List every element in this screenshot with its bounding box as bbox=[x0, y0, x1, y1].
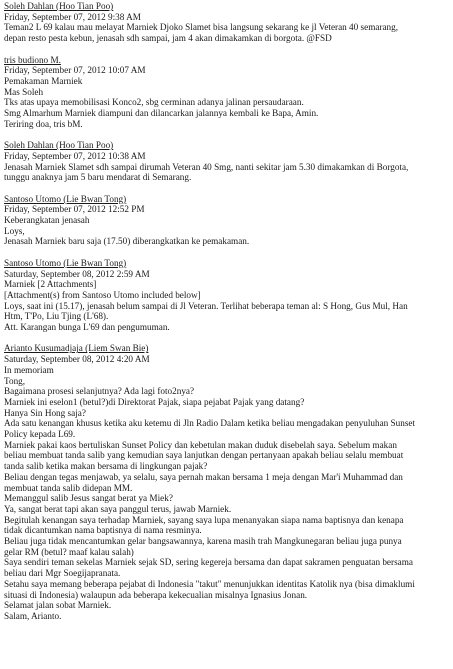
message-author[interactable]: Soleh Dahlan (Hoo Tian Poo) bbox=[4, 1, 114, 11]
message-body-line: Pemakaman Marniek bbox=[4, 75, 83, 86]
message-body-line: Salam, Arianto. bbox=[4, 611, 62, 621]
message-body-line: Loys, saat ini (15.17), jenasah belum sampai di Jl Veteran. Terlihat beberapa teman al: S Hong, Gus Mul, Han bbox=[4, 300, 408, 311]
message-body-line: Mas Soleh bbox=[4, 86, 44, 97]
message bbox=[4, 194, 449, 248]
message-body-line: beliau membuat tanda salib yang kemudian saya lanjutkan dengan pertanyaan apakah beliau selalu membuat bbox=[4, 450, 404, 461]
message-body-line: Teriring doa, tris bM. bbox=[4, 118, 83, 129]
message-body-line: Tong, bbox=[4, 375, 26, 386]
message-body-line: Setahu saya memang beberapa pejabat di Indonesia "takut" menunjukkan identitas Katolik nya (bisa dimaklumi bbox=[4, 578, 415, 589]
message-body-line: Keberangkatan jenasah bbox=[4, 215, 90, 226]
message bbox=[4, 1, 449, 44]
message-body-line: beliau dari Mgr Soegijapranata. bbox=[4, 568, 121, 579]
message-date: Saturday, September 08, 2012 4:20 AM bbox=[4, 354, 150, 365]
message-date: Friday, September 07, 2012 10:07 AM bbox=[4, 65, 146, 76]
message-body-line: Saya sendiri teman sekelas Marniek sejak SD, sering kegereja bersama dan dapat sakramen penguatan bersama bbox=[4, 557, 413, 568]
message-body-line: Memanggul salib Jesus sangat berat ya Miek? bbox=[4, 493, 173, 504]
message-body-line: Marniek pakai kaos bertuliskan Sunset Policy dan kebetulan makan duduk disebelah saya. Sebelum makan bbox=[4, 439, 397, 450]
message-date: Friday, September 07, 2012 12:52 PM bbox=[4, 204, 145, 215]
message-author[interactable]: Santoso Utomo (Lie Bwan Tong) bbox=[4, 257, 127, 268]
message-body-line: Att. Karangan bunga L'69 dan pengumuman. bbox=[4, 322, 170, 333]
message-body-line: Policy kepada L69. bbox=[4, 429, 76, 440]
message-body-line: depan resto pesta kebun, jenasah sdh sampai, jam 4 akan dimakamkan di borgota. @FSD bbox=[4, 33, 332, 44]
message-body-line: Beliau juga tidak mencantumkan gelar bangsawannya, karena masih trah Mangkunegaran beliau juga punya bbox=[4, 536, 402, 547]
message-body-line: tidak dicantumkan nama baptisnya di nama resminya. bbox=[4, 525, 202, 536]
message-date: Friday, September 07, 2012 10:38 AM bbox=[4, 150, 146, 161]
message-body-line: Marniek [2 Attachments] bbox=[4, 279, 97, 290]
message-body-line: Bagaimana prosesi selanjutnya? Ada lagi foto2nya? bbox=[4, 386, 195, 397]
message-body-line: Jenasah Marniek baru saja (17.50) diberangkatkan ke pemakaman. bbox=[4, 236, 250, 247]
message-body-line: tanda salib ketika makan bersama di lingkungan pajak? bbox=[4, 461, 208, 472]
message-body-line: Teman2 L 69 kalau mau melayat Marniek Djoko Slamet bisa langsung sekarang ke jl Veteran 40 semarang, bbox=[4, 22, 399, 33]
message-date: Friday, September 07, 2012 9:38 AM bbox=[4, 11, 141, 22]
message-body-line: situasi di Indonesia) walaupun ada beberapa kekecualian misalnya Ignasius Jonan. bbox=[4, 589, 308, 600]
message bbox=[4, 258, 449, 333]
message-body-line: Beliau dengan tegas menjawab, ya selalu, saya pernah makan bersama 1 meja dengan Mar'i Muhammad dan bbox=[4, 471, 403, 482]
message-author[interactable]: Santoso Utomo (Lie Bwan Tong) bbox=[4, 193, 127, 204]
message bbox=[4, 343, 449, 621]
message-body-line: Selamat jalan sobat Marniek. bbox=[4, 600, 112, 611]
message-body-line: Smg Almarhum Marniek diampuni dan dilancarkan jalannya kembali ke Bapa, Amin. bbox=[4, 108, 319, 119]
message-body-line: [Attachment(s) from Santoso Utomo included below] bbox=[4, 289, 201, 300]
message-body-line: Tks atas upaya memobilisasi Konco2, sbg cerminan adanya jalinan persaudaraan. bbox=[4, 97, 304, 108]
message-author[interactable]: Soleh Dahlan (Hoo Tian Poo) bbox=[4, 140, 114, 151]
message-body-line: Loys, bbox=[4, 225, 25, 236]
message-body-line: Htm, T'Po, Liu Tjing (L'68). bbox=[4, 311, 109, 322]
message-body-line: tunggu anaknya jam 5 baru mendarat di Semarang. bbox=[4, 172, 192, 183]
message bbox=[4, 55, 449, 130]
message-body-line: Marniek ini eselon1 (betul?)di Direktorat Pajak, siapa pejabat Pajak yang datang? bbox=[4, 396, 305, 407]
message-body-line: Jenasah Marniek Slamet sdh sampai dirumah Veteran 40 Smg, nanti sekitar jam 5.30 dimakamkan di Borgota, bbox=[4, 161, 409, 172]
message-date: Saturday, September 08, 2012 2:59 AM bbox=[4, 268, 150, 279]
message-author[interactable]: Arianto Kusumadjaja (Liem Swan Bie) bbox=[4, 343, 149, 354]
message-body-line: Ada satu kenangan khusus ketika aku ketemu di Jln Radio Dalam ketika beliau mengadakan penyuluhan Sunset bbox=[4, 418, 416, 429]
message-body-line: membuat tanda salib didepan MM. bbox=[4, 482, 133, 493]
message-body-line: Ya, sangat berat tapi akan saya panggul terus, jawab Marniek. bbox=[4, 503, 232, 514]
message-body-line: In memoriam bbox=[4, 364, 54, 375]
message-body-line: Hanya Sin Hong saja? bbox=[4, 407, 86, 418]
message bbox=[4, 140, 449, 183]
message-body-line: Begitulah kenangan saya terhadap Marniek, sayang saya lupa menanyakan siapa nama baptisnya dan kenapa bbox=[4, 514, 404, 525]
message-body-line: gelar RM (betul? maaf kalau salah) bbox=[4, 546, 134, 557]
message-author[interactable]: tris budiono M. bbox=[4, 54, 61, 65]
